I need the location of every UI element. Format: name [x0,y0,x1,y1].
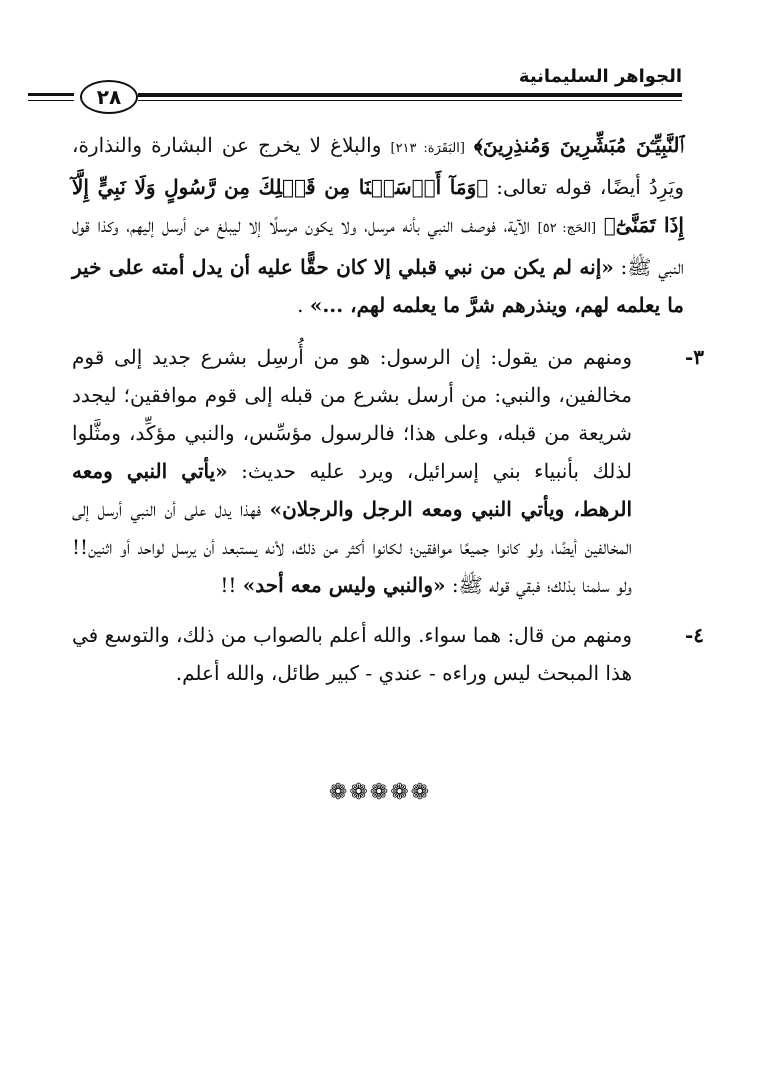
page-header [72,66,682,116]
body-text: فهذا يدل على أن النبي أرسل إلى المخالفين أيضًا، ولو كانوا جميعًا موافقين؛ لكانوا أكثر من ذلك، لأنه يستبعد أن يرسل لواحد أو اثنين!! ولو سلمنا بذلك؛ فبقي قوله ﷺ: [72,497,632,597]
header-rule-left-thin [28,100,74,101]
list-item-number: ٤- [684,623,704,647]
hadith-quote: «والنبي وليس معه أحد» [242,573,446,597]
body-text: ومنهم من يقول: إن الرسول: هو من أُرسِل بشرع جديد إلى قوم مخالفين، والنبي: من أرسل بشرع من قبله إلى قوم موافقين؛ ليجدد شريعة من قبله، وعلى هذا؛ فالرسول مؤسِّس، والنبي مؤكِّد، ومثَّلوا لذلك بأنبياء بني إسرائيل، ويرد عليه حديث: [72,345,632,483]
body-text: الآية، فوصف النبي بأنه مرسل، ولا يكون مرسلًا إلا ليبلغ من أرسل إليهم، وكذا قول النبي ﷺ: [72,213,684,279]
section-ornament: ❁❁❁❁❁ [328,780,432,805]
header-rule-thin [138,100,682,101]
quran-reference: [الحَج: ٥٢] [537,221,597,236]
body-text: ومنهم من قال: هما سواء. والله أعلم بالصواب من ذلك، والتوسع في هذا المبحث ليس وراءه - عندي - كبير طائل، والله أعلم. [72,623,632,685]
paragraph-continuation [72,126,684,324]
book-title: الجواهر السليمانية [518,66,682,87]
body-text: والبلاغ لا يخرج عن البشارة والنذارة، ويَرِدُ أيضًا، قوله تعالى: [72,133,685,199]
quran-reference: [البَقَرَة: ٢١٣] [390,141,465,156]
quran-quote: ﴿وَمَآ أَرۡسَلۡنَا مِن قَبۡلِكَ مِن رَّسُولٍ وَلَا نَبِيٍّ إِلَّآ إِذَا تَمَنَّىٰٓ﴾ [72,175,684,237]
quran-quote: ٱلنَّبِيِّـۧنَ مُبَشِّرِينَ وَمُنذِرِينَ﴾ [473,133,685,157]
list-item [72,338,704,604]
list-item [72,616,704,692]
list-item-number: ٣- [684,345,704,369]
page-body [72,126,704,704]
header-rule-left [28,93,74,96]
exclamation: !! [220,573,237,597]
header-rule-thick [138,93,682,97]
sentence-end: . [297,293,304,317]
hadith-quote: «يأتي النبي ومعه الرهط، ويأتي النبي ومعه الرجل والرجلان» [72,459,632,521]
hadith-quote: «إنه لم يكن من نبي قبلي إلا كان حقًّا عليه أن يدل أمته على خير ما يعلمه لهم، وينذرهم شرَّ ما يعلمه لهم، ...» [72,255,684,317]
page-number: ٢٨ [80,80,138,114]
